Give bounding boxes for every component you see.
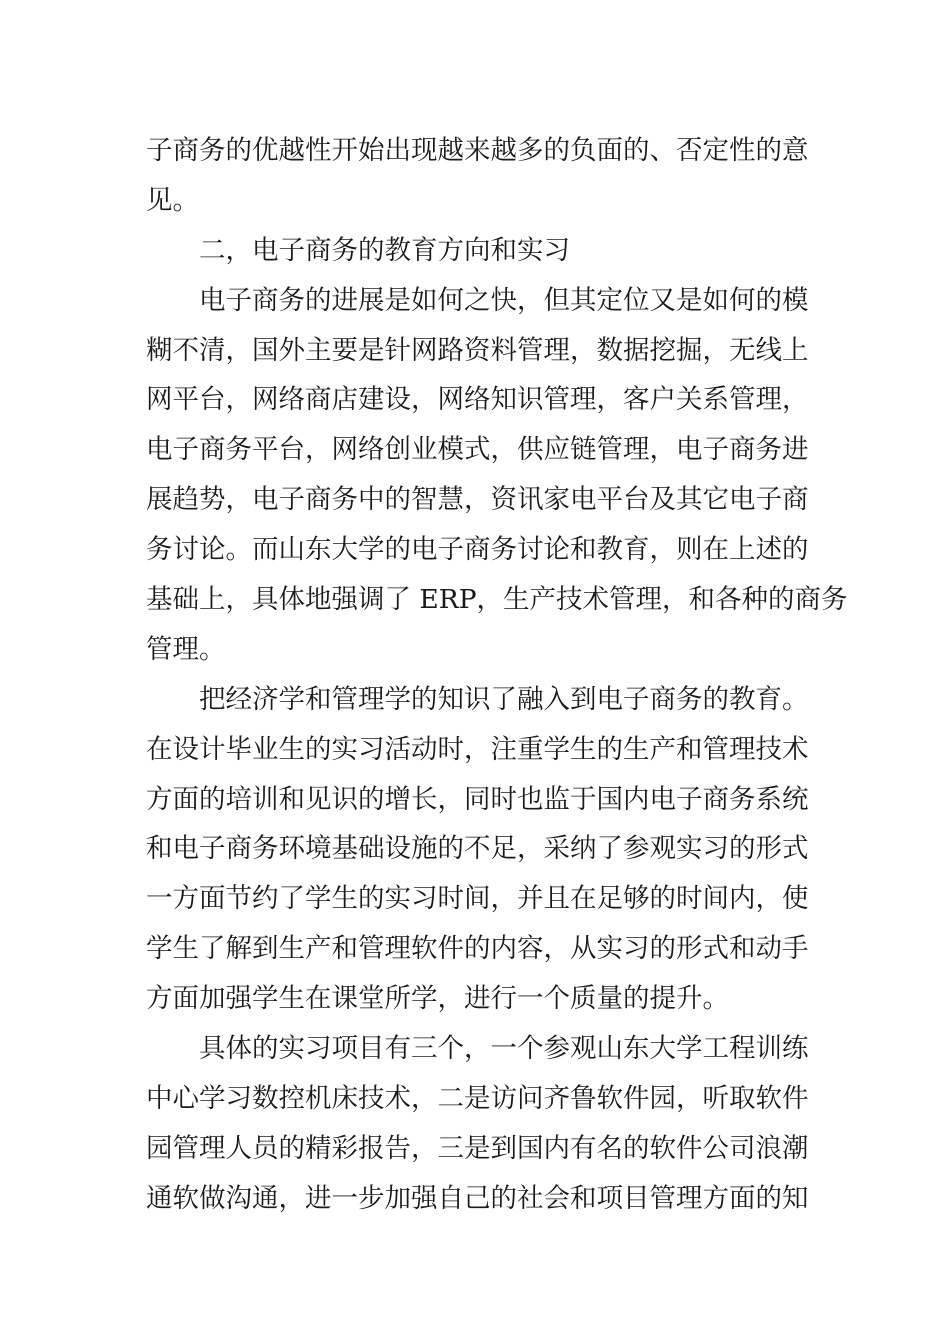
text-line: 电子商务平台，网络创业模式，供应链管理，电子商务进 <box>146 434 809 466</box>
text-line: 通软做沟通，进一步加强自己的社会和项目管理方面的知 <box>146 1182 809 1214</box>
text-line: 具体的实习项目有三个，一个参观山东大学工程训练 <box>199 1033 809 1065</box>
text-line: 学生了解到生产和管理软件的内容，从实习的形式和动手 <box>146 933 809 965</box>
text-line: 中心学习数控机床技术，二是访问齐鲁软件园，听取软件 <box>146 1082 809 1114</box>
text-line: 网平台，网络商店建设，网络知识管理，客户关系管理， <box>146 384 809 416</box>
text-line: 电子商务的进展是如何之快，但其定位又是如何的模 <box>199 284 809 316</box>
text-line: 一方面节约了学生的实习时间，并且在足够的时间内，使 <box>146 883 809 915</box>
text-line: 把经济学和管理学的知识了融入到电子商务的教育。 <box>199 683 809 715</box>
text-line: 方面加强学生在课堂所学，进行一个质量的提升。 <box>146 983 729 1015</box>
text-line: 二，电子商务的教育方向和实习 <box>199 234 570 266</box>
text-line: 园管理人员的精彩报告，三是到国内有名的软件公司浪潮 <box>146 1132 809 1164</box>
text-line: 务讨论。而山东大学的电子商务讨论和教育，则在上述的 <box>146 534 809 566</box>
text-line: 在设计毕业生的实习活动时，注重学生的生产和管理技术 <box>146 733 809 765</box>
text-line: 见。 <box>146 184 199 216</box>
text-line: 子商务的优越性开始出现越来越多的负面的、否定性的意 <box>146 135 809 166</box>
text-line: 管理。 <box>146 633 226 665</box>
document-body-text <box>146 126 848 1224</box>
text-line: 基础上，具体地强调了 ERP，生产技术管理，和各种的商务 <box>146 584 848 616</box>
text-line: 展趋势，电子商务中的智慧，资讯家电平台及其它电子商 <box>146 484 809 516</box>
text-line: 和电子商务环境基础设施的不足，采纳了参观实习的形式 <box>146 833 809 865</box>
text-line: 糊不清，国外主要是针网路资料管理，数据挖掘，无线上 <box>146 334 809 366</box>
text-line: 方面的培训和见识的增长，同时也监于国内电子商务系统 <box>146 783 809 815</box>
